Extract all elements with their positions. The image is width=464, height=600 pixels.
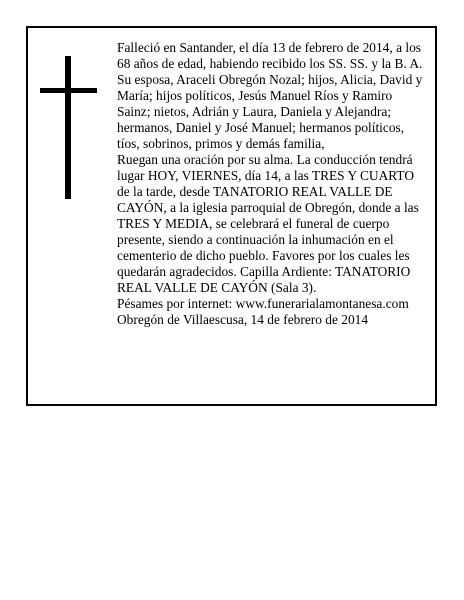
cross-icon xyxy=(40,56,97,199)
funeral-details: Ruegan una oración por su alma. La conducción tendrá lugar HOY, VIERNES, día 14, a las TRES Y CUARTO de la tarde, desde TANATORIO REAL VALLE DE CAYÓN, a la iglesia parroquial de Obregón, donde a las TRES Y MEDIA, se celebrará el funeral de cuerpo presente, siendo a continuación la inhumación en el cementerio de dicho pueblo. Favores por los cuales les quedarán agradecidos. Capilla Ardiente: TANATORIO REAL VALLE DE CAYÓN (Sala 3). xyxy=(117,152,419,295)
obituary-text xyxy=(117,40,423,328)
family-list: Su esposa, Araceli Obregón Nozal; hijos, Alicia, David y María; hijos políticos, Jesús Manuel Ríos y Ramiro Sainz; nietos, Adrián y Laura, Daniela y Alejandra; hermanos, Daniel y José Manuel; hermanos políticos, tíos, sobrinos, primos y demás familia, xyxy=(117,72,423,151)
place-and-date: Obregón de Villaescusa, 14 de febrero de 2014 xyxy=(117,312,369,327)
cross-horizontal-bar xyxy=(40,88,97,93)
condolences-website: Pésames por internet: www.funerarialamontanesa.com xyxy=(117,296,409,311)
obituary-notice xyxy=(26,26,437,406)
cross-vertical-bar xyxy=(65,56,71,199)
death-announcement: Falleció en Santander, el día 13 de febrero de 2014, a los 68 años de edad, habiendo recibido los SS. SS. y la B. A. xyxy=(117,40,423,71)
